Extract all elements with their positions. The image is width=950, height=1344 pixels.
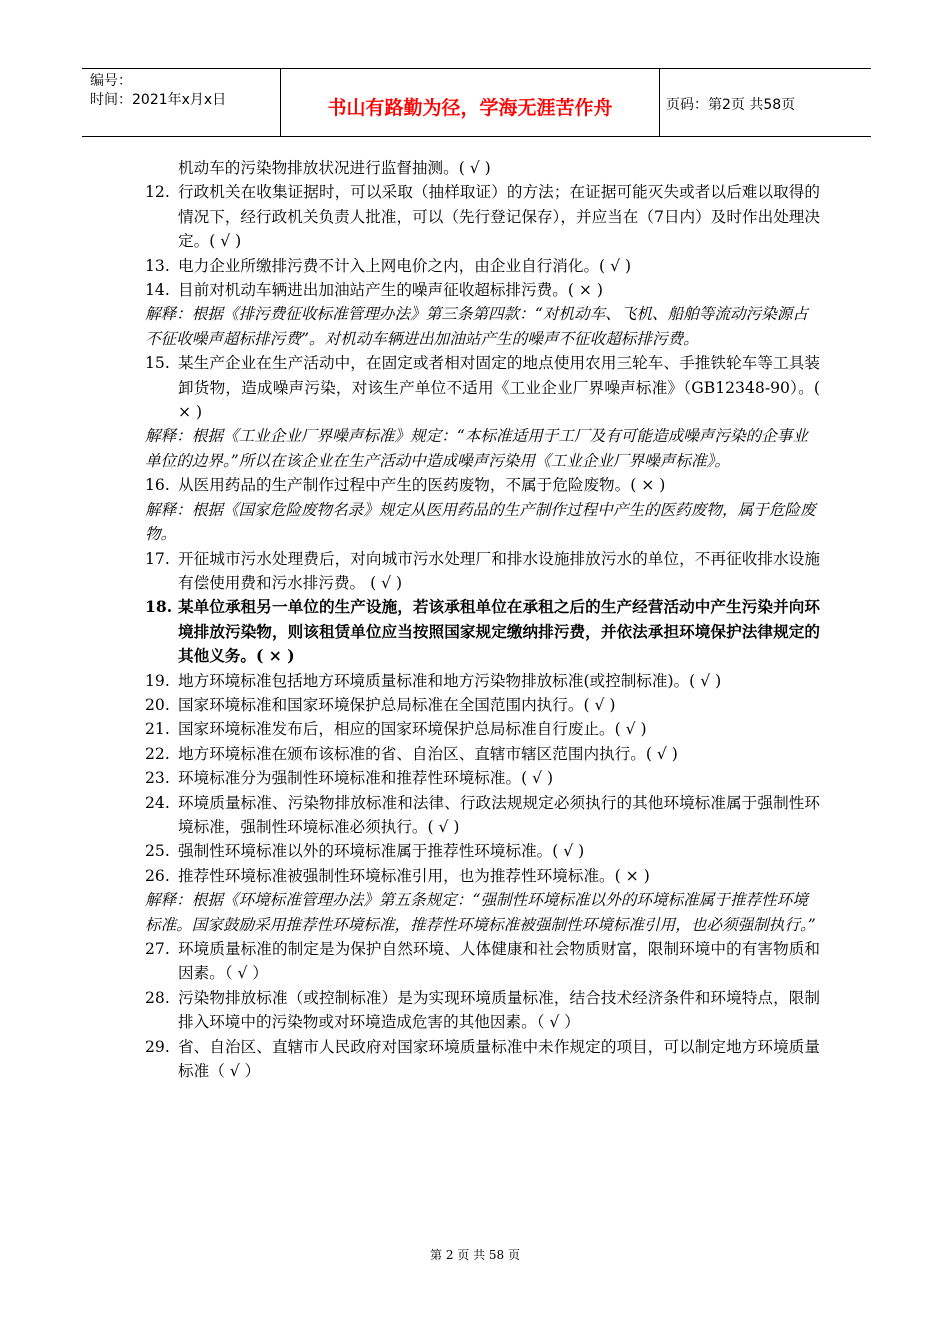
item-number: 14. bbox=[145, 281, 170, 300]
question-item-27 bbox=[145, 937, 820, 986]
item-number: 16. bbox=[145, 476, 170, 495]
serial-label: 编号： bbox=[90, 73, 132, 89]
document-body bbox=[145, 156, 820, 1083]
item-number: 29. bbox=[145, 1037, 170, 1056]
item-text: 地方环境标准在颁布该标准的省、自治区、直辖市辖区范围内执行。( √ ) bbox=[178, 744, 678, 763]
item-number: 18. bbox=[145, 597, 173, 617]
item-number: 28. bbox=[145, 988, 170, 1007]
question-item-25 bbox=[145, 839, 820, 863]
item-number: 27. bbox=[145, 940, 170, 958]
question-item-22 bbox=[145, 742, 820, 766]
item-text: 环境标准分为强制性环境标准和推荐性环境标准。( √ ) bbox=[178, 769, 554, 788]
item-text: 省、自治区、直辖市人民政府对国家环境质量标准中未作规定的项目，可以制定地方环境质量标准（ √ ） bbox=[178, 1037, 820, 1081]
question-item-15 bbox=[145, 351, 820, 424]
item-number: 23. bbox=[145, 769, 170, 788]
item-text: 开征城市污水处理费后，对向城市污水处理厂和排水设施排放污水的单位，不再征收排水设施有偿使用费和污水排污费。 ( √ ) bbox=[178, 549, 820, 592]
page-header bbox=[82, 68, 871, 137]
item-text: 环境质量标准的制定是为保护自然环境、人体健康和社会物质财富，限制环境中的有害物质和因素。（ √ ） bbox=[178, 940, 820, 983]
item-text: 目前对机动车辆进出加油站产生的噪声征收超标排污费。( × ) bbox=[178, 281, 603, 300]
explanation-15: 解释：根据《工业企业厂界噪声标准》规定：“本标准适用于工厂及有可能造成噪声污染的企事业单位的边界。”所以在该企业在生产活动中造成噪声污染用《工业企业厂界噪声标准》。 bbox=[145, 427, 808, 470]
explanation-14: 解释：根据《排污费征收标准管理办法》第三条第四款：“对机动车、飞机、船舶等流动污染源占不征收噪声超标排污费”。对机动车辆进出加油站产生的噪声不征收超标排污费。 bbox=[145, 305, 808, 348]
question-item-23 bbox=[145, 766, 820, 790]
explanation-26: 解释：根据《环境标准管理办法》第五条规定：“强制性环境标准以外的环境标准属于推荐性环境标准。国家鼓励采用推荐性环境标准，推荐性环境标准被强制性环境标准引用，也必须强制执行。” bbox=[145, 891, 816, 934]
item-number: 26. bbox=[145, 866, 170, 885]
item-number: 13. bbox=[145, 256, 170, 275]
date-label: 时间：2021年x月x日 bbox=[90, 92, 227, 108]
explanation-16: 解释：根据《国家危险废物名录》规定从医用药品的生产制作过程中产生的医药废物，属于危险废物。 bbox=[145, 500, 816, 544]
header-page-info: 页码：第2页 共58页 bbox=[666, 97, 796, 113]
item-text: 国家环境标准和国家环境保护总局标准在全国范围内执行。( √ ) bbox=[178, 695, 616, 714]
question-item-14 bbox=[145, 278, 820, 302]
question-item-17 bbox=[145, 547, 820, 596]
item-text: 地方环境标准包括地方环境质量标准和地方污染物排放标准(或控制标准)。( √ ) bbox=[178, 671, 722, 690]
item-text: 某生产企业在生产活动中，在固定或者相对固定的地点使用农用三轮车、手推铁轮车等工具装卸货物，造成噪声污染，对该生产单位不适用《工业企业厂界噪声标准》（GB12348-90）。( × ) bbox=[178, 354, 820, 422]
item-number: 25. bbox=[145, 842, 170, 861]
question-item-26 bbox=[145, 864, 820, 888]
item-text: 电力企业所缴排污费不计入上网电价之内，由企业自行消化。( √ ) bbox=[178, 256, 632, 275]
item-text: 推荐性环境标准被强制性环境标准引用，也为推荐性环境标准。( × ) bbox=[178, 866, 650, 885]
item-text: 污染物排放标准（或控制标准）是为实现环境质量标准，结合技术经济条件和环境特点，限制排入环境中的污染物或对环境造成危害的其他因素。（ √ ） bbox=[178, 988, 820, 1032]
item-text: 国家环境标准发布后，相应的国家环境保护总局标准自行废止。( √ ) bbox=[178, 720, 647, 739]
item-number: 21. bbox=[145, 720, 170, 739]
item-text: 强制性环境标准以外的环境标准属于推荐性环境标准。( √ ) bbox=[178, 842, 585, 861]
item-number: 17. bbox=[145, 549, 170, 568]
question-item-16 bbox=[145, 473, 820, 497]
item-number: 19. bbox=[145, 671, 170, 690]
header-motto: 书山有路勤为径，学海无涯苦作舟 bbox=[281, 69, 660, 136]
question-item-20 bbox=[145, 693, 820, 717]
item-number: 22. bbox=[145, 744, 170, 763]
item-11-continuation: 机动车的污染物排放状况进行监督抽测。( √ ) bbox=[178, 159, 491, 177]
item-number: 15. bbox=[145, 354, 170, 373]
question-item-28 bbox=[145, 986, 820, 1035]
item-text: 从医用药品的生产制作过程中产生的医药废物，不属于危险废物。( × ) bbox=[178, 476, 666, 495]
item-text: 行政机关在收集证据时，可以采取（抽样取证）的方法；在证据可能灭失或者以后难以取得的情况下，经行政机关负责人批准，可以（先行登记保存），并应当在（7日内）及时作出处理决定。( √ ) bbox=[178, 183, 820, 251]
question-item-19 bbox=[145, 669, 820, 693]
item-number: 20. bbox=[145, 695, 170, 714]
question-item-13 bbox=[145, 254, 820, 278]
header-meta bbox=[82, 69, 281, 136]
page-footer: 第 2 页 共 58 页 bbox=[430, 1248, 520, 1262]
item-text: 某单位承租另一单位的生产设施，若该承租单位在承租之后的生产经营活动中产生污染并向环境排放污染物，则该租赁单位应当按照国家规定缴纳排污费，并依法承担环境保护法律规定的其他义务。( × ) bbox=[178, 597, 820, 666]
question-item-18 bbox=[145, 595, 820, 668]
question-item-29 bbox=[145, 1035, 820, 1084]
question-item-21 bbox=[145, 717, 820, 741]
question-item-24 bbox=[145, 791, 820, 840]
item-text: 环境质量标准、污染物排放标准和法律、行政法规规定必须执行的其他环境标准属于强制性环境标准，强制性环境标准必须执行。( √ ) bbox=[178, 793, 820, 836]
question-item-12 bbox=[145, 180, 820, 253]
item-number: 12. bbox=[145, 183, 170, 202]
item-number: 24. bbox=[145, 793, 170, 812]
